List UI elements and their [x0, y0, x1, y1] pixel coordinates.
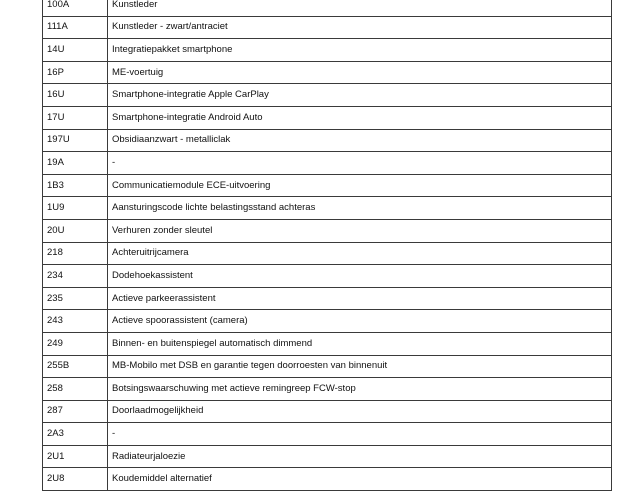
table-row	[43, 84, 612, 107]
option-description: Smartphone-integratie Android Auto	[108, 106, 612, 129]
table-row	[43, 0, 612, 16]
option-code: 2U1	[43, 445, 108, 468]
option-description: Obsidiaanzwart - metalliclak	[108, 129, 612, 152]
option-description: Binnen- en buitenspiegel automatisch dimmend	[108, 332, 612, 355]
table-row	[43, 265, 612, 288]
option-code: 234	[43, 265, 108, 288]
option-description: Integratiepakket smartphone	[108, 39, 612, 62]
option-description: Actieve spoorassistent (camera)	[108, 310, 612, 333]
option-description: MB-Mobilo met DSB en garantie tegen doorroesten van binnenuit	[108, 355, 612, 378]
option-code: 14U	[43, 39, 108, 62]
table-row	[43, 197, 612, 220]
option-code: 100A	[43, 0, 108, 16]
option-description: Koudemiddel alternatief	[108, 468, 612, 491]
option-description: Achteruitrijcamera	[108, 242, 612, 265]
option-description: Actieve parkeerassistent	[108, 287, 612, 310]
table-row	[43, 174, 612, 197]
table-row	[43, 355, 612, 378]
option-description: Communicatiemodule ECE-uitvoering	[108, 174, 612, 197]
option-code: 2A3	[43, 423, 108, 446]
option-description: Kunstleder - zwart/antraciet	[108, 16, 612, 39]
table-row	[43, 219, 612, 242]
table-row	[43, 152, 612, 175]
option-description: Verhuren zonder sleutel	[108, 219, 612, 242]
table-row	[43, 423, 612, 446]
option-description: ME-voertuig	[108, 61, 612, 84]
options-document	[42, 0, 612, 491]
options-table	[42, 0, 612, 491]
option-code: 20U	[43, 219, 108, 242]
option-code: 255B	[43, 355, 108, 378]
option-description: -	[108, 152, 612, 175]
table-row	[43, 39, 612, 62]
option-code: 1B3	[43, 174, 108, 197]
table-row	[43, 468, 612, 491]
option-code: 197U	[43, 129, 108, 152]
option-code: 218	[43, 242, 108, 265]
table-row	[43, 310, 612, 333]
table-row	[43, 400, 612, 423]
table-row	[43, 242, 612, 265]
option-code: 1U9	[43, 197, 108, 220]
option-description: Doorlaadmogelijkheid	[108, 400, 612, 423]
option-code: 16U	[43, 84, 108, 107]
option-code: 249	[43, 332, 108, 355]
option-code: 243	[43, 310, 108, 333]
option-code: 16P	[43, 61, 108, 84]
option-code: 258	[43, 378, 108, 401]
table-row	[43, 61, 612, 84]
option-description: Aansturingscode lichte belastingsstand achteras	[108, 197, 612, 220]
option-description: Kunstleder	[108, 0, 612, 16]
table-row	[43, 129, 612, 152]
option-description: Botsingswaarschuwing met actieve remingreep FCW-stop	[108, 378, 612, 401]
option-description: -	[108, 423, 612, 446]
table-row	[43, 445, 612, 468]
option-code: 19A	[43, 152, 108, 175]
table-row	[43, 287, 612, 310]
options-table-body	[43, 0, 612, 491]
option-code: 111A	[43, 16, 108, 39]
option-code: 2U8	[43, 468, 108, 491]
table-row	[43, 16, 612, 39]
option-code: 235	[43, 287, 108, 310]
option-description: Radiateurjaloezie	[108, 445, 612, 468]
option-description: Smartphone-integratie Apple CarPlay	[108, 84, 612, 107]
option-description: Dodehoekassistent	[108, 265, 612, 288]
option-code: 17U	[43, 106, 108, 129]
table-row	[43, 332, 612, 355]
option-code: 287	[43, 400, 108, 423]
table-row	[43, 106, 612, 129]
table-row	[43, 378, 612, 401]
